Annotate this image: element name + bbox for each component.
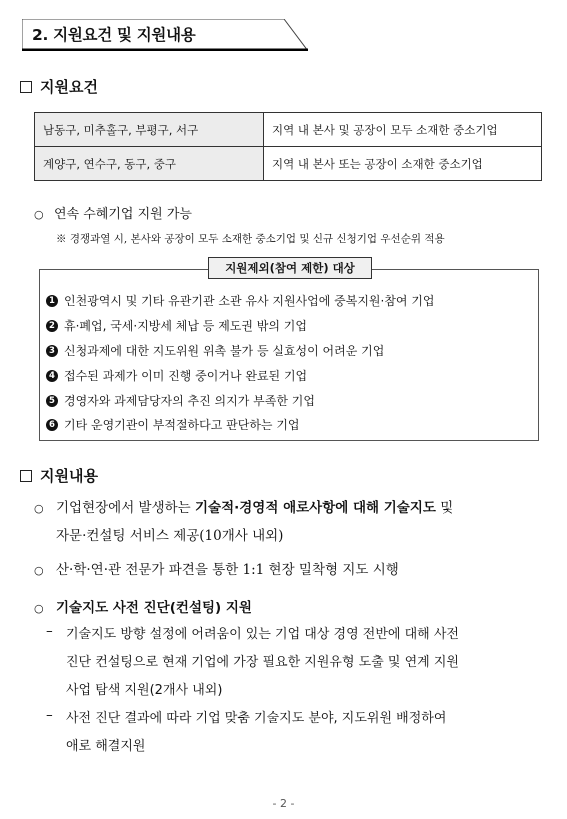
numbered-circle-icon: 2	[46, 320, 58, 332]
section-title: 2. 지원요건 및 지원내용	[32, 26, 196, 44]
numbered-circle-icon: 3	[46, 345, 58, 357]
numbered-circle-icon: 6	[46, 419, 58, 431]
content-heading-text: 지원내용	[40, 467, 98, 485]
exclusion-item	[46, 317, 307, 334]
content-item-3-title: 기술지도 사전 진단(컨설팅) 지원	[56, 600, 252, 616]
numbered-circle-icon: 1	[46, 295, 58, 307]
numbered-circle-icon: 5	[46, 395, 58, 407]
table-row	[35, 147, 542, 181]
requirements-bullet-text: 연속 수혜기업 지원 가능	[54, 207, 192, 222]
requirements-heading-text: 지원요건	[40, 78, 98, 96]
exclusion-item-text: 경영자와 과제담당자의 추진 의지가 부족한 기업	[64, 394, 315, 408]
exclusion-item	[46, 392, 315, 409]
exclusion-item	[46, 367, 307, 384]
content-item-3-sub1-line2: 진단 컨설팅으로 현재 기업에 가장 필요한 지원유형 도출 및 연계 지원	[66, 655, 459, 670]
content-item-3	[34, 596, 252, 616]
exclusion-item-text: 신청과제에 대한 지도위원 위촉 불가 등 실효성이 어려운 기업	[64, 344, 385, 358]
square-bullet-icon	[20, 81, 32, 93]
numbered-circle-icon: 4	[46, 370, 58, 382]
content-item-2	[34, 558, 399, 578]
circle-bullet-icon: ○	[34, 208, 44, 221]
content-item-3-sub2-line1: 사전 진단 결과에 따라 기업 맞춤 기술지도 분야, 지도위원 배정하여	[66, 711, 447, 726]
requirements-bullet	[34, 203, 192, 222]
exclusion-item	[46, 342, 384, 359]
dash-bullet-icon: –	[46, 623, 53, 639]
requirements-table	[34, 112, 542, 181]
circle-bullet-icon: ○	[34, 502, 44, 515]
page-number: - 2 -	[272, 797, 295, 810]
content-item-3-sub1-line1: 기술지도 방향 설정에 어려움이 있는 기업 대상 경영 전반에 대해 사전	[66, 627, 459, 642]
exclusion-item-text: 인천광역시 및 기타 유관기관 소관 유사 지원사업에 중복지원·참여 기업	[64, 294, 435, 308]
content-item-3-sub1-line3: 사업 탐색 지원(2개사 내외)	[66, 683, 223, 698]
exclusion-item-text: 기타 운영기관이 부적절하다고 판단하는 기업	[64, 418, 300, 432]
exclusion-item-text: 접수된 과제가 이미 진행 중이거나 완료된 기업	[64, 369, 308, 383]
requirements-heading	[20, 76, 98, 97]
table-cell-condition: 지역 내 본사 및 공장이 모두 소재한 중소기업	[264, 113, 542, 147]
table-cell-area: 남동구, 미추홀구, 부평구, 서구	[35, 113, 264, 147]
table-row	[35, 113, 542, 147]
square-bullet-icon	[20, 470, 32, 482]
content-item-2-text: 산·학·연·관 전문가 파견을 통한 1:1 현장 밀착형 지도 시행	[56, 562, 399, 578]
exclusion-item	[46, 292, 435, 309]
exclusion-item	[46, 416, 300, 433]
dash-bullet-icon: –	[46, 707, 53, 723]
circle-bullet-icon: ○	[34, 564, 44, 577]
content-item-1-bold: 기술적·경영적 애로사항에 대해 기술지도	[195, 500, 436, 516]
table-cell-area: 계양구, 연수구, 동구, 중구	[35, 147, 264, 181]
content-item-1-line2: 자문·컨설팅 서비스 제공(10개사 내외)	[56, 528, 284, 544]
section-header	[22, 19, 308, 51]
content-item-1-text: 기업현장에서 발생하는	[56, 500, 195, 516]
table-cell-condition: 지역 내 본사 또는 공장이 소재한 중소기업	[264, 147, 542, 181]
content-item-1-tail: 및	[435, 500, 454, 516]
requirements-note: ※ 경쟁과열 시, 본사와 공장이 모두 소재한 중소기업 및 신규 신청기업 우선순위 적용	[56, 233, 445, 245]
exclusion-title: 지원제외(참여 제한) 대상	[208, 257, 372, 279]
content-heading	[20, 465, 98, 486]
content-item-1	[34, 496, 453, 516]
circle-bullet-icon: ○	[34, 602, 44, 615]
exclusion-item-text: 휴·폐업, 국세·지방세 체납 등 제도권 밖의 기업	[64, 319, 307, 333]
content-item-3-sub2-line2: 애로 해결지원	[66, 739, 146, 754]
